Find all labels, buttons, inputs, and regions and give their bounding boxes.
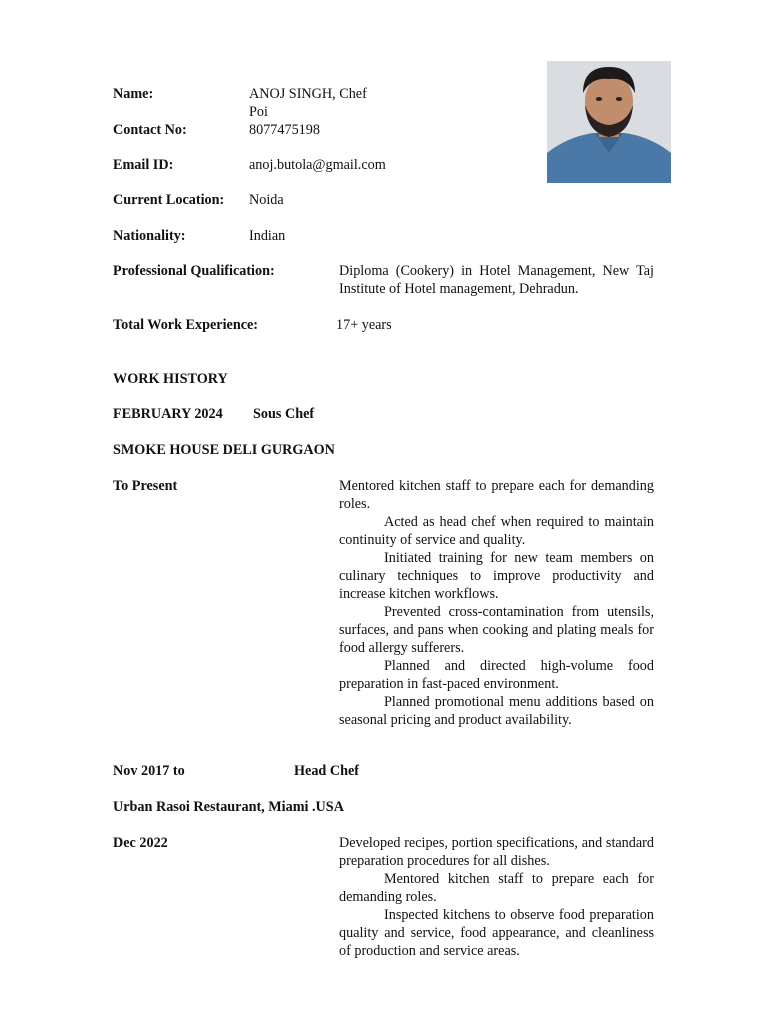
email-value: anoj.butola@gmail.com (249, 157, 386, 173)
profile-photo (547, 61, 671, 183)
duty-item: Mentored kitchen staff to prepare each for demanding roles. (339, 871, 654, 905)
duty-item: Prevented cross-contamination from utensils, surfaces, and pans when cooking and plating meals for food allergy sufferers. (339, 604, 654, 656)
nationality-label: Nationality: (113, 228, 186, 244)
job-1-employer: SMOKE HOUSE DELI GURGAON (113, 442, 335, 458)
duty-item: Mentored kitchen staff to prepare each for demanding roles. (339, 478, 654, 512)
duty-item: Initiated training for new team members on culinary techniques to improve productivity and increase kitchen workflows. (339, 550, 654, 602)
experience-label: Total Work Experience: (113, 317, 259, 333)
duty-item: Planned promotional menu additions based on seasonal pricing and product availability. (339, 694, 654, 728)
job-1-title: Sous Chef (253, 406, 315, 422)
location-label: Current Location: (113, 192, 225, 208)
name-value: ANOJ SINGH, Chef Poi (249, 86, 367, 120)
duty-item: Inspected kitchens to observe food preparation quality and service, food appearance, and cleanliness of production and service areas. (339, 907, 654, 959)
job-2-title: Head Chef (294, 763, 360, 779)
work-history-heading: WORK HISTORY (113, 371, 228, 387)
contact-label: Contact No: (113, 122, 187, 138)
job-2-period: Dec 2022 (113, 835, 168, 851)
job-1-period: To Present (113, 478, 178, 494)
location-value: Noida (249, 192, 284, 208)
qualification-value: Diploma (Cookery) in Hotel Management, New Taj Institute of Hotel management, Dehradun. (339, 263, 654, 297)
nationality-value: Indian (249, 228, 286, 244)
job-1-date: FEBRUARY 2024 (113, 406, 223, 422)
person-portrait-icon (547, 61, 671, 183)
duty-item: Acted as head chef when required to maintain continuity of service and quality. (339, 514, 654, 548)
email-label: Email ID: (113, 157, 174, 173)
qualification-label: Professional Qualification: (113, 263, 275, 279)
job-1-duties (339, 477, 654, 729)
job-2-duties (339, 834, 654, 960)
experience-value: 17+ years (336, 317, 392, 333)
duty-item: Developed recipes, portion specifications, and standard preparation procedures for all dishes. (339, 835, 654, 869)
job-2-employer: Urban Rasoi Restaurant, Miami .USA (113, 799, 344, 815)
duty-item: Planned and directed high-volume food preparation in fast-paced environment. (339, 658, 654, 692)
job-2-date: Nov 2017 to (113, 763, 185, 779)
name-label: Name: (113, 86, 154, 102)
contact-value: 8077475198 (249, 122, 320, 138)
